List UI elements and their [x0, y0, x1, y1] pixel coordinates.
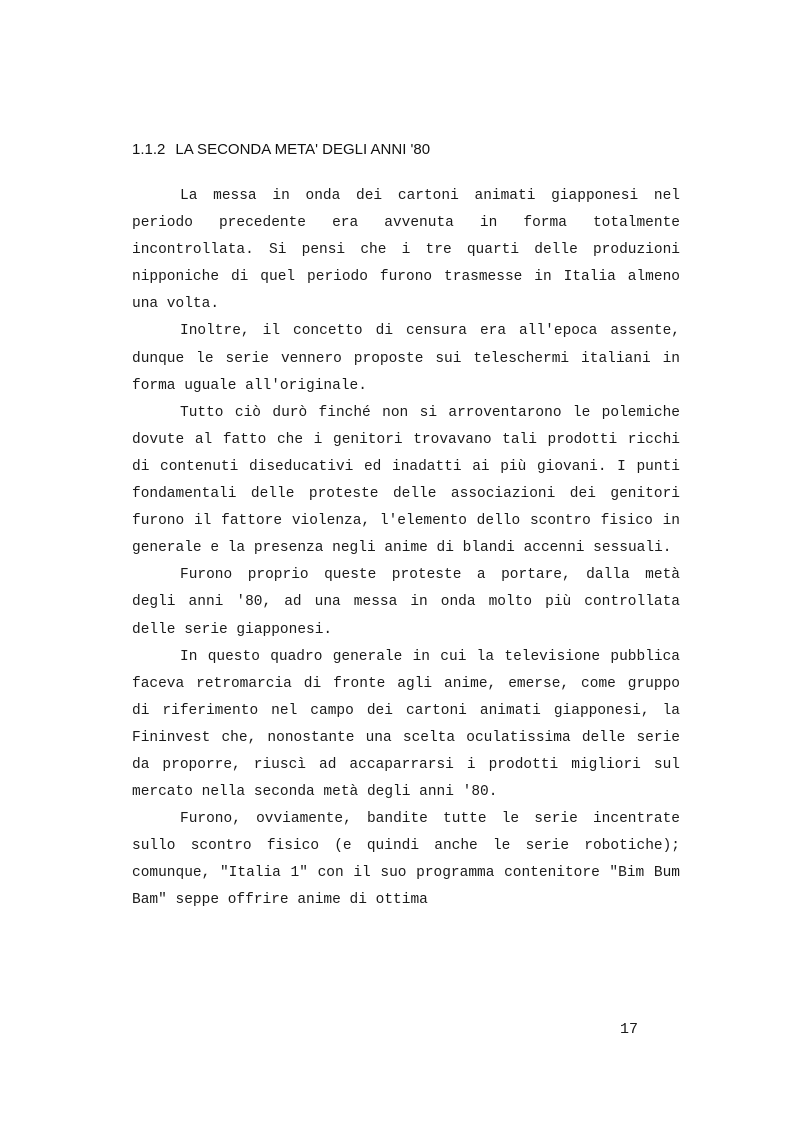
- section-number: 1.1.2: [132, 141, 166, 158]
- paragraph-6: Furono, ovviamente, bandite tutte le serie incentrate sullo scontro fisico (e quindi anche le serie robotiche); comunque, "Italia 1" con il suo programma contenitore "Bim Bum Bam" seppe offrire anime di ottima: [132, 811, 680, 909]
- page-number: 17: [620, 1021, 639, 1038]
- paragraph-2: Inoltre, il concetto di censura era all'epoca assente, dunque le serie vennero proposte sui teleschermi italiani in forma uguale all'originale.: [132, 323, 680, 394]
- paragraph-3: Tutto ciò durò finché non si arroventarono le polemiche dovute al fatto che i genitori trovavano tali prodotti ricchi di contenuti diseducativi ed inadatti ai più giovani. I punti fondamentali delle proteste delle associazioni dei genitori furono il fattore violenza, l'elemento dello scontro fisico in generale e la presenza negli anime di blandi accenni sessuali.: [132, 404, 680, 557]
- paragraph-5: In questo quadro generale in cui la televisione pubblica faceva retromarcia di fronte agli anime, emerse, come gruppo di riferimento nel campo dei cartoni animati giapponesi, la Fininvest che, nonostante una scelta oculatissima delle serie da proporre, riuscì ad accaparrarsi i prodotti migliori sul mercato nella seconda metà degli anni '80.: [132, 648, 680, 801]
- body-text: [132, 183, 680, 915]
- paragraph-4: Furono proprio queste proteste a portare, dalla metà degli anni '80, ad una messa in onda molto più controllata delle serie giapponesi.: [132, 567, 680, 638]
- section-heading: [132, 141, 430, 158]
- paragraph-1: La messa in onda dei cartoni animati giapponesi nel periodo precedente era avvenuta in forma totalmente incontrollata. Si pensi che i tre quarti delle produzioni nipponiche di quel periodo furono trasmesse in Italia almeno una volta.: [132, 188, 680, 313]
- section-title: LA SECONDA META' DEGLI ANNI '80: [175, 141, 431, 158]
